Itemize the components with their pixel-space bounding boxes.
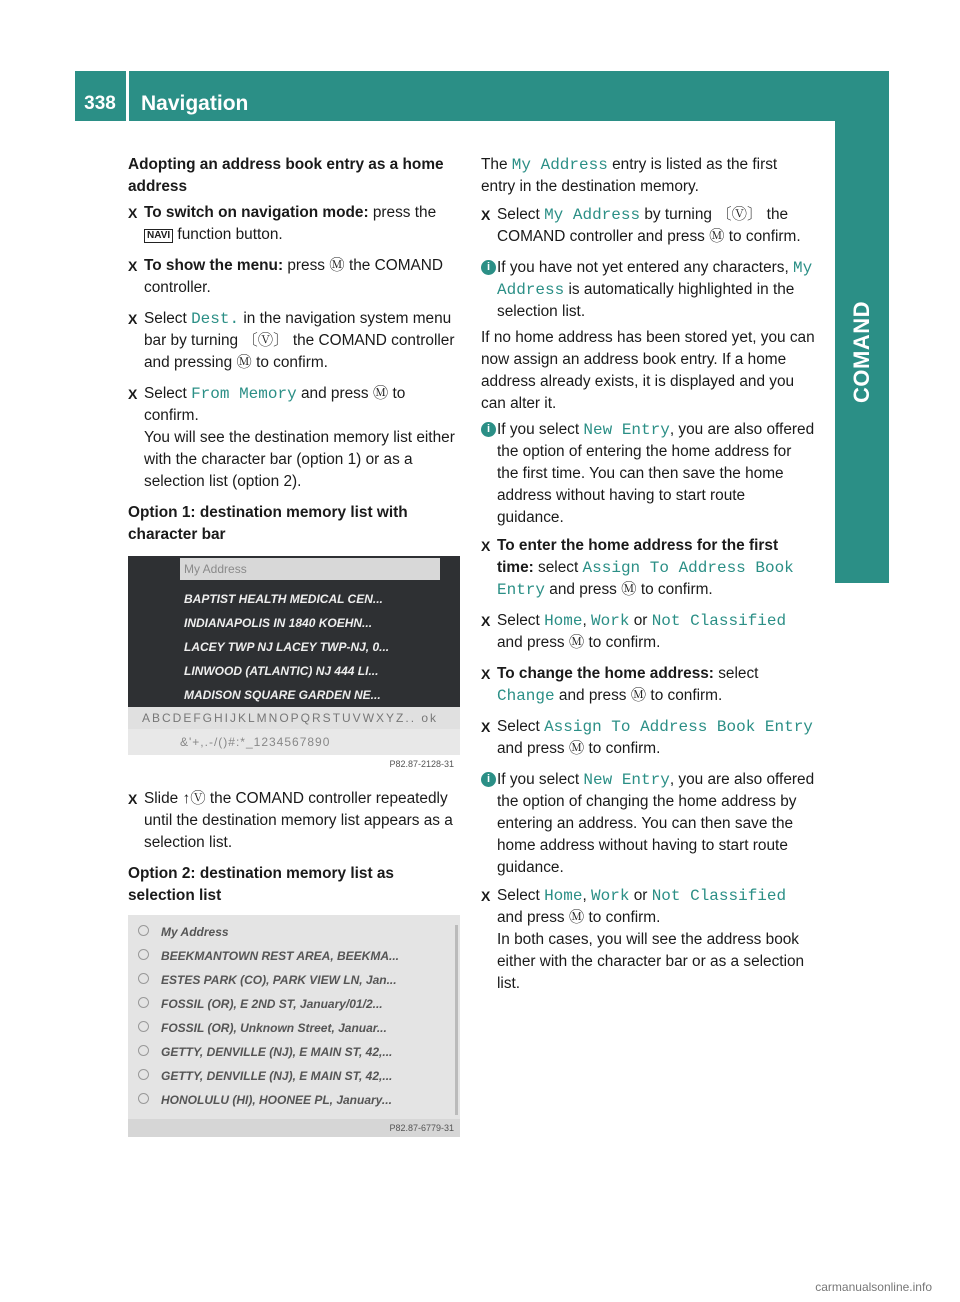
- menu-code: Change: [497, 687, 555, 705]
- menu-code-dest: Dest.: [191, 310, 240, 328]
- note-text: is automatically highlighted in the selection list.: [497, 281, 795, 320]
- note-text: , you are also offered the option of changing the home address by entering an address. You can then save the home address without having to start route guidance.: [497, 771, 815, 876]
- step-bold: To switch on navigation mode:: [144, 204, 369, 221]
- entry-label: HONOLULU (HI), HOONEE PL, January...: [161, 1093, 392, 1107]
- step-text: Select: [497, 206, 545, 223]
- note-text: , you are also offered the option of entering the home address for the first time. You can then save the home address without having to start route guidance.: [497, 421, 815, 526]
- info-note: [481, 769, 815, 879]
- step-select-my-address: [481, 204, 815, 248]
- image-code: P82.87-2128-31: [389, 759, 454, 769]
- list-item: LINWOOD (ATLANTIC) NJ 444 LI...: [184, 664, 379, 678]
- list-item: [138, 1065, 392, 1087]
- menu-code: Not Classified: [651, 612, 787, 630]
- highlighted-entry: [180, 558, 440, 580]
- option1-heading: Option 1: destination memory list with character bar: [128, 504, 408, 543]
- step-select-category: [481, 610, 815, 654]
- step-text: press the: [368, 204, 437, 221]
- side-tab-label: COMAND: [849, 301, 874, 403]
- image-code-bar: [128, 1119, 460, 1137]
- list-item: [138, 969, 397, 991]
- symbol-bar: [128, 729, 460, 755]
- step-text: Slide ↑Ⓥ the COMAND controller repeatedly until the destination memory list appears as a selection list.: [144, 790, 453, 851]
- step-text: ,: [582, 887, 592, 904]
- step-text: and press Ⓜ to confirm.: [497, 634, 661, 651]
- paragraph: [481, 154, 815, 198]
- menu-code: Assign To Address Book Entry: [544, 718, 813, 736]
- step-assign: [481, 716, 815, 760]
- menu-code: Assign To Address Book Entry: [497, 559, 794, 599]
- entry-icon: [138, 997, 149, 1008]
- step-text: or: [629, 887, 652, 904]
- screenshot-selection-list: [128, 915, 460, 1137]
- step-text: by turning 〔Ⓥ〕 the COMAND controller and press Ⓜ to confirm.: [497, 206, 801, 245]
- entry-icon: [138, 1021, 149, 1032]
- info-note: [481, 419, 815, 529]
- step-slide: [128, 788, 460, 854]
- step-text: Select: [497, 612, 545, 629]
- menu-code: Work: [591, 612, 630, 630]
- right-column: [481, 154, 815, 1004]
- step-result: In both cases, you will see the address book either with the character bar or as a selection list.: [497, 931, 805, 992]
- side-tab: [835, 121, 889, 583]
- entry-label: My Address: [161, 925, 229, 939]
- step-text: Select: [497, 718, 545, 735]
- entry-icon: [138, 1045, 149, 1056]
- step-text: function button.: [173, 226, 283, 243]
- menu-code: Not Classified: [651, 887, 787, 905]
- list-item: [138, 921, 229, 943]
- info-note: [481, 257, 815, 323]
- step-text: select: [533, 559, 583, 576]
- paragraph: If no home address has been stored yet, you can now assign an address book entry. If a home address already exists, it is displayed and you can alter it.: [481, 329, 815, 412]
- step-text: and press Ⓜ to confirm.: [554, 687, 723, 704]
- scrollbar: [455, 925, 458, 1115]
- step-text: Select: [144, 310, 192, 327]
- list-item: LACEY TWP NJ LACEY TWP-NJ, 0...: [184, 640, 390, 654]
- step-text: ,: [582, 612, 592, 629]
- list-item: [138, 1017, 387, 1039]
- watermark: carmanualsonline.info: [815, 1280, 932, 1294]
- menu-code: New Entry: [583, 771, 670, 789]
- entry-label: My Address: [184, 562, 247, 576]
- menu-code: Home: [544, 612, 583, 630]
- text: entry is listed as the first entry in the destination memory.: [481, 156, 778, 195]
- page-number: 338: [84, 93, 116, 114]
- list-item: [138, 993, 383, 1015]
- step-text: and press Ⓜ to confirm.: [144, 385, 406, 424]
- step-dest: [128, 308, 460, 374]
- step-bold: To show the menu:: [144, 257, 284, 274]
- image-code: P82.87-6779-31: [389, 1123, 454, 1133]
- step-select-category-2: [481, 885, 815, 995]
- page-header: [75, 71, 889, 121]
- step-text: and press Ⓜ to confirm.: [545, 581, 713, 598]
- menu-code-from-memory: From Memory: [191, 385, 297, 403]
- entry-icon: [138, 949, 149, 960]
- list-item: [138, 1041, 392, 1063]
- menu-code: My Address: [511, 156, 608, 174]
- navi-key-icon: NAVI: [144, 229, 173, 243]
- character-bar: [128, 707, 460, 729]
- note-text: If you have not yet entered any characters,: [497, 259, 794, 276]
- step-text: Select: [497, 887, 545, 904]
- list-item: BAPTIST HEALTH MEDICAL CEN...: [184, 592, 383, 606]
- step-text: Select: [144, 385, 192, 402]
- menu-code: My Address: [497, 259, 813, 299]
- image-code-bar: [128, 755, 460, 774]
- menu-code: My Address: [544, 206, 641, 224]
- screenshot-character-bar: [128, 556, 460, 774]
- entry-icon: [138, 1069, 149, 1080]
- text: The: [481, 156, 512, 173]
- entry-label: ESTES PARK (CO), PARK VIEW LN, Jan...: [161, 973, 397, 987]
- step-text: or: [629, 612, 652, 629]
- step-enter-home: [481, 535, 815, 601]
- step-text: and press Ⓜ to confirm.: [497, 740, 661, 757]
- symbol-bar-text: &'+,.-/()#:*_1234567890: [180, 735, 331, 749]
- note-text: If you select: [497, 421, 584, 438]
- step-text: in the navigation system menu bar by turning 〔Ⓥ〕 the COMAND controller and pressing Ⓜ to confirm.: [144, 310, 455, 371]
- list-item: [138, 945, 399, 967]
- step-menu: [128, 255, 460, 299]
- step-bold: To enter the home address for the first time:: [497, 537, 779, 576]
- character-bar-text: ABCDEFGHIJKLMNOPQRSTUVWXYZ.. ok: [142, 711, 439, 725]
- step-text: select: [713, 665, 759, 682]
- step-navi: [128, 202, 460, 246]
- left-column: [128, 154, 460, 1137]
- entry-icon: [138, 1093, 149, 1104]
- entry-label: BEEKMANTOWN REST AREA, BEEKMA...: [161, 949, 400, 963]
- menu-code: Home: [544, 887, 583, 905]
- list-item: [138, 1089, 392, 1111]
- entry-label: GETTY, DENVILLE (NJ), E MAIN ST, 42,...: [161, 1069, 393, 1083]
- step-from-memory: [128, 383, 460, 493]
- header-divider: [126, 71, 129, 121]
- entry-icon: [138, 973, 149, 984]
- page-title: Navigation: [141, 92, 249, 115]
- step-text: press Ⓜ the COMAND controller.: [144, 257, 444, 296]
- note-text: If you select: [497, 771, 584, 788]
- entry-icon: [138, 925, 149, 936]
- menu-code: Work: [591, 887, 630, 905]
- step-bold: To change the home address:: [497, 665, 714, 682]
- entry-label: FOSSIL (OR), E 2ND ST, January/01/2...: [161, 997, 383, 1011]
- menu-code: New Entry: [583, 421, 670, 439]
- step-result: You will see the destination memory list either with the character bar (option 1) or as a selection list (option 2).: [144, 429, 455, 490]
- entry-label: FOSSIL (OR), Unknown Street, Januar...: [161, 1021, 387, 1035]
- list-item: INDIANAPOLIS IN 1840 KOEHN...: [184, 616, 373, 630]
- step-text: and press Ⓜ to confirm.: [497, 909, 661, 926]
- entry-label: GETTY, DENVILLE (NJ), E MAIN ST, 42,...: [161, 1045, 393, 1059]
- list-item: MADISON SQUARE GARDEN NE...: [184, 688, 381, 702]
- option2-heading: Option 2: destination memory list as selection list: [128, 865, 394, 904]
- step-change-home: [481, 663, 815, 707]
- section-heading: Adopting an address book entry as a home address: [128, 156, 444, 195]
